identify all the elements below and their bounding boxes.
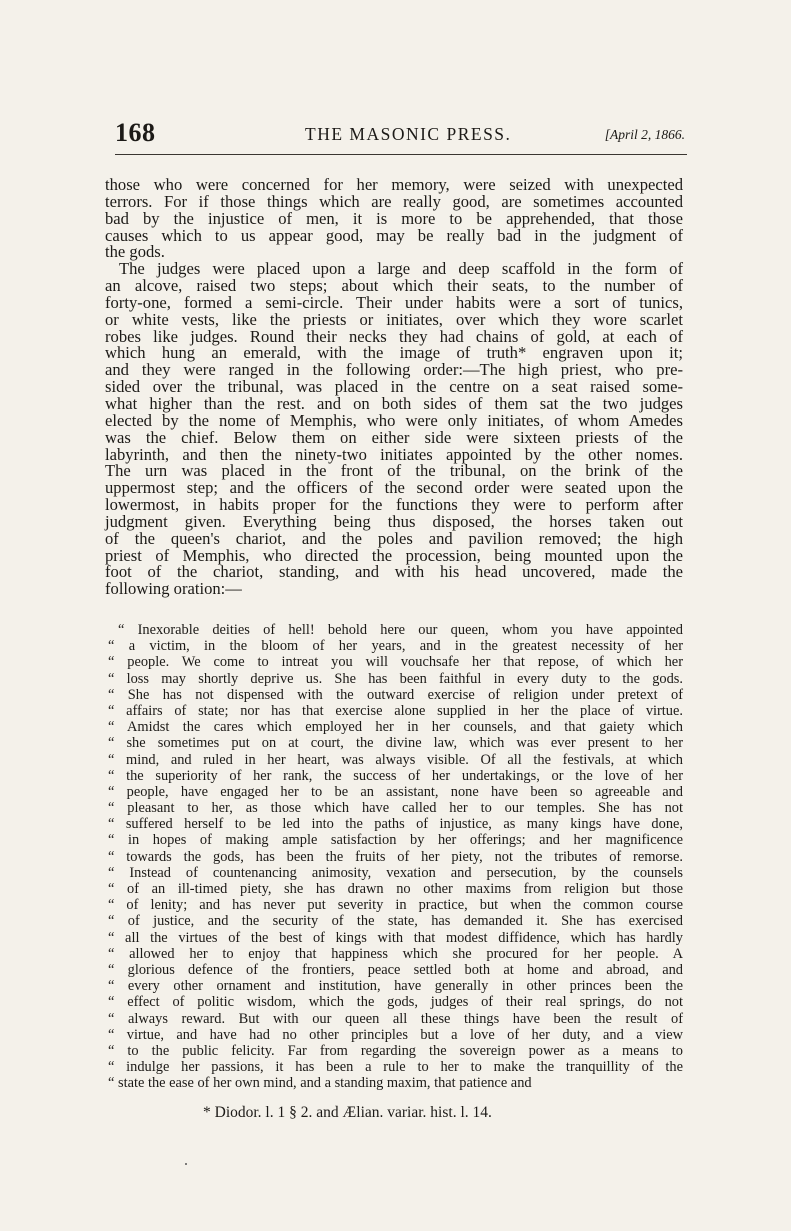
running-title: THE MASONIC PRESS.: [305, 124, 512, 144]
issue-date: [April 2, 1866.: [604, 127, 685, 142]
quote-line: “ state the ease of her own mind, and a standing maxim, that patience and: [108, 1075, 532, 1092]
quote-line: “ in hopes of making ample satisfaction by her offerings; and her magnificence: [108, 832, 683, 849]
body-line: foot of the chariot, standing, and with his head uncovered, made the: [105, 562, 683, 582]
quote-line: “ to the public felicity. Far from regarding the sovereign power as a means to: [108, 1042, 683, 1059]
body-line: what higher than the rest. and on both sides of them sat the two judges: [105, 393, 683, 413]
body-line: and they were ranged in the following order:—The high priest, who pre-: [105, 360, 683, 380]
body-line: the gods.: [105, 242, 165, 262]
body-line: priest of Memphis, who directed the procession, being mounted upon the: [105, 545, 683, 565]
page-number: 168: [115, 118, 156, 147]
body-line: labyrinth, and then the ninety-two initiates appointed by the other nomes.: [105, 444, 683, 464]
body-line: sided over the tribunal, was placed in the centre on a seat raised some-: [105, 377, 683, 397]
quote-line: “ of justice, and the security of the state, has demanded it. She has exercised: [108, 913, 683, 930]
quote-line: “ towards the gods, has been the fruits of her piety, not the tributes of remorse.: [108, 848, 683, 865]
quote-line: “ of an ill-timed piety, she has drawn no other maxims from religion but those: [108, 881, 683, 897]
page-header: [115, 118, 685, 148]
quote-line: “ glorious defence of the frontiers, peace settled both at home and abroad, and: [108, 961, 683, 978]
body-line: or white vests, like the priests or initiates, over which they wore scarlet: [105, 309, 683, 329]
quote-line: “ effect of politic wisdom, which the gods, judges of their real springs, do not: [108, 994, 683, 1011]
quote-line: “ Instead of countenancing animosity, vexation and persecution, by the counsels: [108, 864, 683, 881]
body-line: those who were concerned for her memory, were seized with unexpected: [105, 175, 683, 194]
body-line: elected by the nome of Memphis, who were only initiates, of whom Amedes: [105, 410, 683, 430]
quote-line: “ she sometimes put on at court, the divine law, which was ever present to her: [108, 735, 683, 752]
body-line: lowermost, in habits proper for the functions they were to perform after: [105, 495, 683, 515]
oration-quote: [108, 622, 683, 1091]
body-line: following oration:—: [105, 579, 242, 599]
quote-line: “ always reward. But with our queen all these things have been the result of: [108, 1010, 683, 1027]
quote-line: “ affairs of state; nor has that exercise alone supplied in her the place of virtue.: [108, 702, 683, 719]
body-line: was the chief. Below them on either side were sixteen priests of the: [105, 427, 683, 447]
quote-line: “ a victim, in the bloom of her years, and in the greatest necessity of her: [108, 638, 683, 655]
body-line: of the queen's chariot, and the poles and pavilion removed; the high: [105, 528, 683, 548]
quote-line: “ Amidst the cares which employed her in her counsels, and that gaiety which: [108, 719, 683, 736]
quote-line: “ Inexorable deities of hell! behold here our queen, whom you have appointed: [118, 622, 683, 638]
quote-line: “ virtue, and have had no other principles but a love of her duty, and a view: [108, 1026, 683, 1043]
body-line: an alcove, raised two steps; about which their seats, to the number of: [105, 276, 683, 296]
body-line: judgment given. Everything being thus disposed, the horses taken out: [105, 511, 683, 531]
body-line: robes like judges. Round their necks they had chains of gold, at each of: [105, 326, 683, 346]
body-text: [105, 177, 683, 598]
quote-line: “ She has not dispensed with the outward exercise of religion under pretext of: [108, 686, 683, 703]
body-line: bad by the injustice of men, it is more to be apprehended, that those: [105, 208, 683, 228]
body-line: The urn was placed in the front of the tribunal, on the brink of the: [105, 461, 683, 481]
header-rule: [115, 154, 687, 155]
footnote: * Diodor. l. 1 § 2. and Ælian. variar. hist. l. 14.: [203, 1104, 492, 1121]
quote-line: “ of lenity; and has never put severity in practice, but when the common course: [108, 897, 683, 914]
page-speck: [185, 1163, 187, 1165]
quote-line: “ allowed her to enjoy that happiness which she procured for her people. A: [108, 945, 683, 962]
quote-line: “ people. We come to intreat you will vouchsafe her that repose, of which her: [108, 654, 683, 671]
quote-line: “ all the virtues of the best of kings with that modest diffidence, which has hardly: [108, 929, 683, 946]
body-line: causes which to us appear good, may be really bad in the judgment of: [105, 225, 683, 245]
quote-line: “ people, have engaged her to be an assistant, none have been so agreeable and: [108, 783, 683, 800]
body-line: forty-one, formed a semi-circle. Their under habits were a sort of tunics,: [105, 292, 683, 312]
quote-line: “ every other ornament and institution, have generally in other princes been the: [108, 978, 683, 995]
quote-line: “ loss may shortly deprive us. She has been faithful in every duty to the gods.: [108, 670, 683, 687]
quote-line: “ indulge her passions, it has been a rule to her to make the tranquillity of the: [108, 1059, 683, 1076]
quote-line: “ suffered herself to be led into the paths of injustice, as many kings have done,: [108, 816, 683, 833]
quote-line: “ the superiority of her rank, the success of her undertakings, or the love of her: [108, 767, 683, 784]
quote-line: “ mind, and ruled in her heart, was always visible. Of all the festivals, at which: [108, 751, 683, 768]
quote-line: “ pleasant to her, as those which have called her to our temples. She has not: [108, 800, 683, 817]
body-line: which hung an emerald, with the image of truth* engraven upon it;: [105, 343, 683, 363]
body-line: uppermost step; and the officers of the second order were seated upon the: [105, 478, 683, 498]
body-line: The judges were placed upon a large and deep scaffold in the form of: [119, 259, 683, 279]
body-line: terrors. For if those things which are really good, are sometimes accounted: [105, 191, 683, 211]
